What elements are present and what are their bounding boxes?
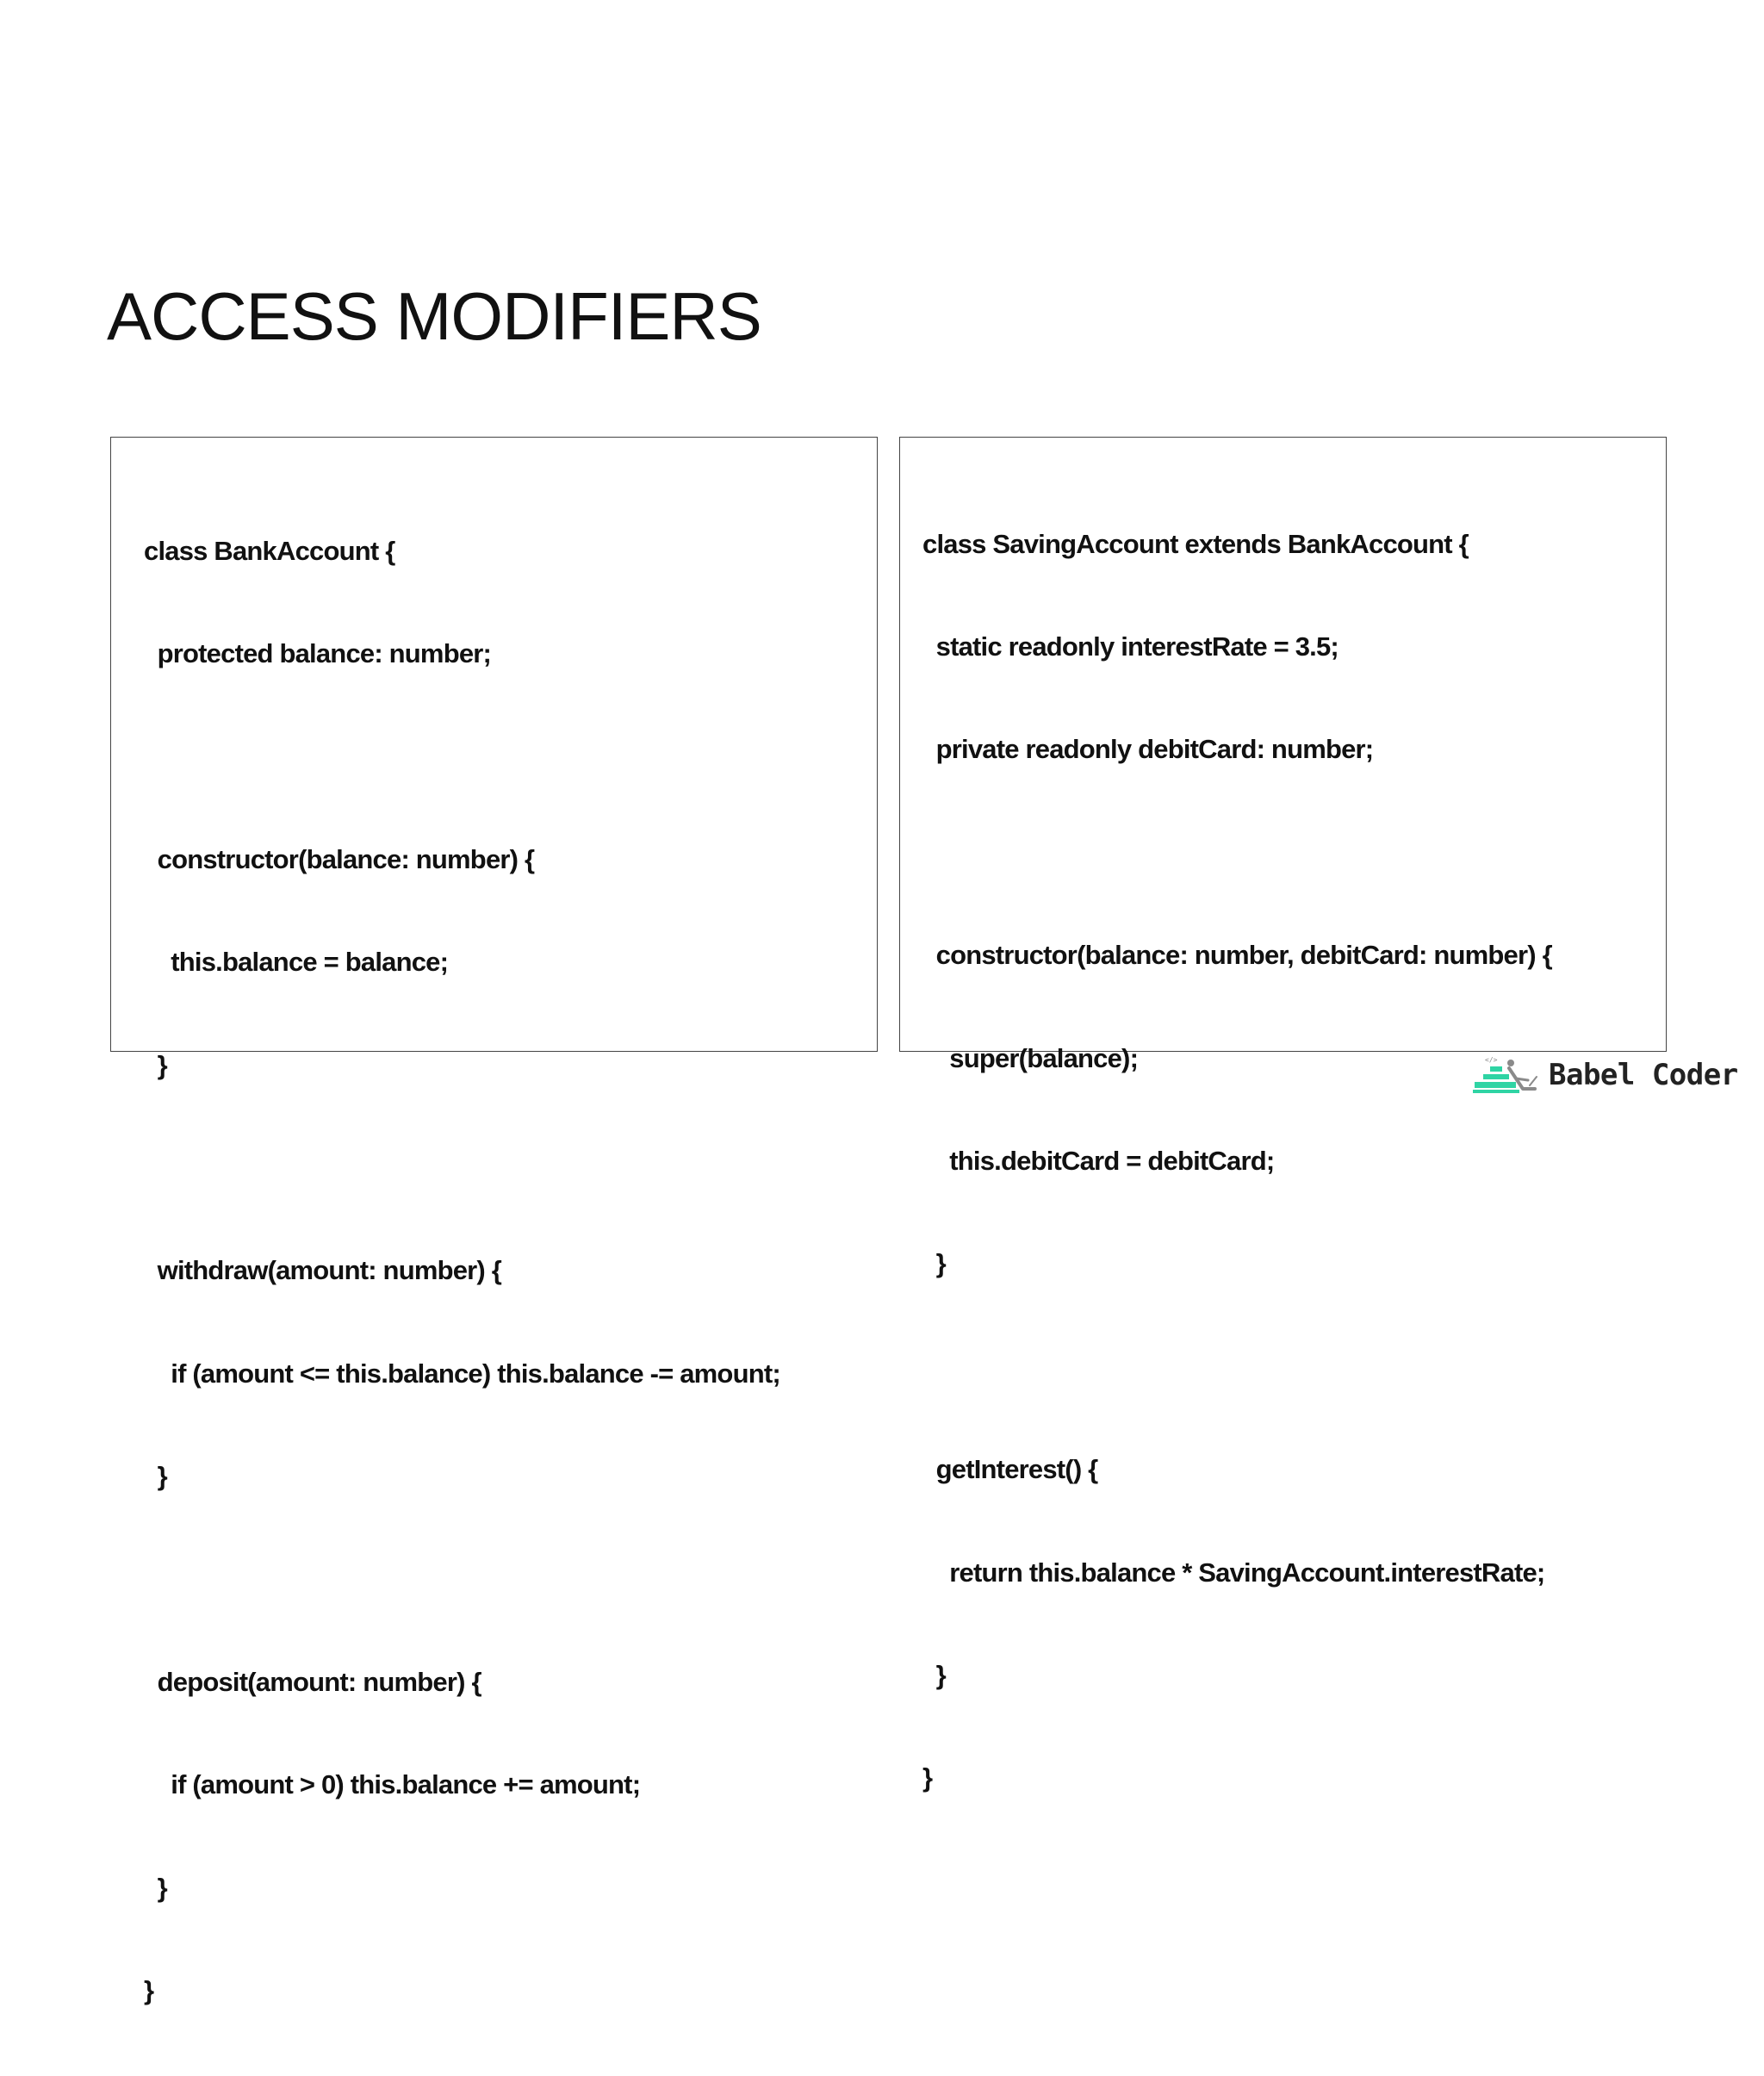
code-line: } [922,1762,933,1793]
code-line: getInterest() { [922,1454,1098,1485]
saving-account-code-block [922,458,1552,1864]
code-line: private readonly debitCard: number; [922,734,1374,765]
code-line: } [922,1659,946,1690]
slide-title: ACCESS MODIFIERS [107,278,761,354]
code-line [922,1350,1552,1384]
code-line: if (amount <= this.balance) this.balance -= amount; [144,1358,780,1389]
code-line: protected balance: number; [144,637,492,668]
code-line: constructor(balance: number, debitCard: number) { [922,940,1552,971]
code-line: return this.balance * SavingAccount.interestRate; [922,1557,1545,1588]
brand-name: Babel Coder [1549,1058,1738,1092]
code-line [144,1151,780,1185]
code-line: } [922,1248,946,1279]
code-line: } [144,1461,167,1492]
code-line: } [144,1049,167,1080]
code-line [144,1563,780,1597]
babel-coder-logo-icon [1473,1054,1538,1096]
brand-watermark [1473,1053,1738,1097]
code-line: this.balance = balance; [144,947,449,978]
code-line: deposit(amount: number) { [144,1666,481,1697]
bank-account-code-block [144,465,780,2076]
code-line: if (amount > 0) this.balance += amount; [144,1769,641,1800]
code-line: super(balance); [922,1042,1139,1073]
code-line: class SavingAccount extends BankAccount { [922,528,1469,559]
bank-account-code-panel [110,437,878,2006]
code-line [922,836,1552,870]
code-line [144,739,780,774]
code-line: class BankAccount { [144,535,395,566]
code-line: withdraw(amount: number) { [144,1255,502,1286]
code-line: static readonly interestRate = 3.5; [922,631,1339,662]
code-line: constructor(balance: number) { [144,843,535,874]
code-line: } [144,1872,167,1903]
svg-text:</>: </> [1485,1056,1498,1064]
code-line: this.debitCard = debitCard; [922,1145,1275,1176]
code-line: } [144,1975,154,2006]
